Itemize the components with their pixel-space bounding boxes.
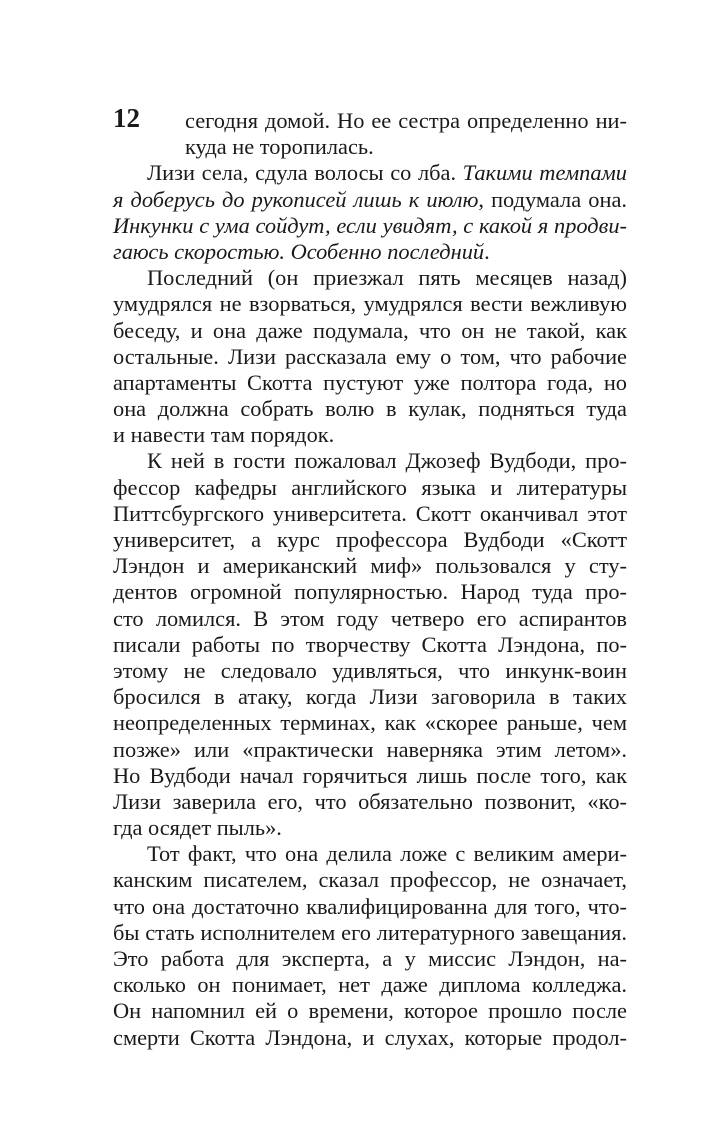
text-line: неопределенных терминах, как «скорее раньше, чем	[113, 710, 627, 736]
text-line: бы стать исполнителем его литературного завещания.	[113, 919, 627, 945]
text-line: Лизи заверила его, что обязательно позвонит, «ко-	[113, 788, 627, 814]
text-line: беседу, и она даже подумала, что он не такой, как	[113, 317, 627, 343]
text-line: канским писателем, сказал профессор, не означает,	[113, 867, 627, 893]
text-line: сколько он понимает, нет даже диплома колледжа.	[113, 972, 627, 998]
page-number: 12	[113, 103, 140, 133]
text-line: позже» или «практически наверняка этим летом».	[113, 736, 627, 762]
text-line: смерти Скотта Лэндона, и слухах, которые продол-	[113, 1024, 627, 1050]
text-line: дентов огромной популярностью. Народ туда про-	[113, 579, 627, 605]
text-line: Лэндон и американский миф» пользовался у сту-	[113, 553, 627, 579]
text-line: остальные. Лизи рассказала ему о том, что рабочие	[113, 343, 627, 369]
text-line: этому не следовало удивляться, что инкунк-воин	[113, 657, 627, 683]
text-line: куда не торопилась.	[185, 134, 374, 160]
text-line: фессор кафедры английского языка и литературы	[113, 474, 627, 500]
text-line: гда осядет пыль».	[113, 815, 282, 841]
text-line: сегодня домой. Но ее сестра определенно ни-	[185, 108, 627, 133]
italic-run: Инкунки с ума сойдут, если увидят, с какой я продви-	[113, 212, 627, 238]
text-line: умудрялся не взорваться, умудрялся вести вежливую	[113, 291, 627, 317]
text-line: Тот факт, что она делила ложе с великим амери-	[147, 841, 627, 867]
text-run: , подумала она.	[478, 186, 627, 212]
text-run: Лизи села, сдула волосы со лба.	[147, 160, 463, 186]
text-line: Он напомнил ей о времени, которое прошло после	[113, 998, 627, 1024]
text-line: университет, а курс профессора Вудбоди «Скотт	[113, 527, 627, 552]
text-line: апартаменты Скотта пустуют уже полтора года, но	[113, 369, 627, 395]
text-line: Последний (он приезжал пять месяцев назад)	[147, 265, 627, 291]
text-line: Это работа для эксперта, а у миссис Лэндон, на-	[113, 946, 627, 971]
body-text	[113, 108, 627, 1051]
italic-run: Такими темпами	[462, 160, 627, 186]
text-line: Питтсбургского университета. Скотт оканчивал этот	[113, 500, 627, 526]
text-run: .	[484, 238, 490, 264]
text-line	[113, 239, 627, 265]
text-line: Но Вудбоди начал горячиться лишь после того, как	[113, 762, 627, 788]
text-line	[113, 160, 627, 186]
text-line: писали работы по творчеству Скотта Лэндона, по-	[113, 631, 627, 657]
text-line: что она достаточно квалифицированна для того, что-	[113, 893, 627, 919]
italic-run: гаюсь скоростью. Особенно последний	[113, 238, 485, 264]
text-line	[113, 213, 627, 239]
italic-run: я доберусь до рукописей лишь к июлю	[113, 186, 479, 212]
text-line: бросился в атаку, когда Лизи заговорила в таких	[113, 684, 627, 710]
text-line: она должна собрать волю в кулак, подняться туда	[113, 396, 627, 422]
text-line: К ней в гости пожаловал Джозеф Вудбоди, про-	[147, 448, 627, 474]
text-line: и навести там порядок.	[113, 422, 335, 448]
text-line	[113, 187, 627, 213]
text-line: сто ломился. В этом году четверо его аспирантов	[113, 605, 627, 631]
